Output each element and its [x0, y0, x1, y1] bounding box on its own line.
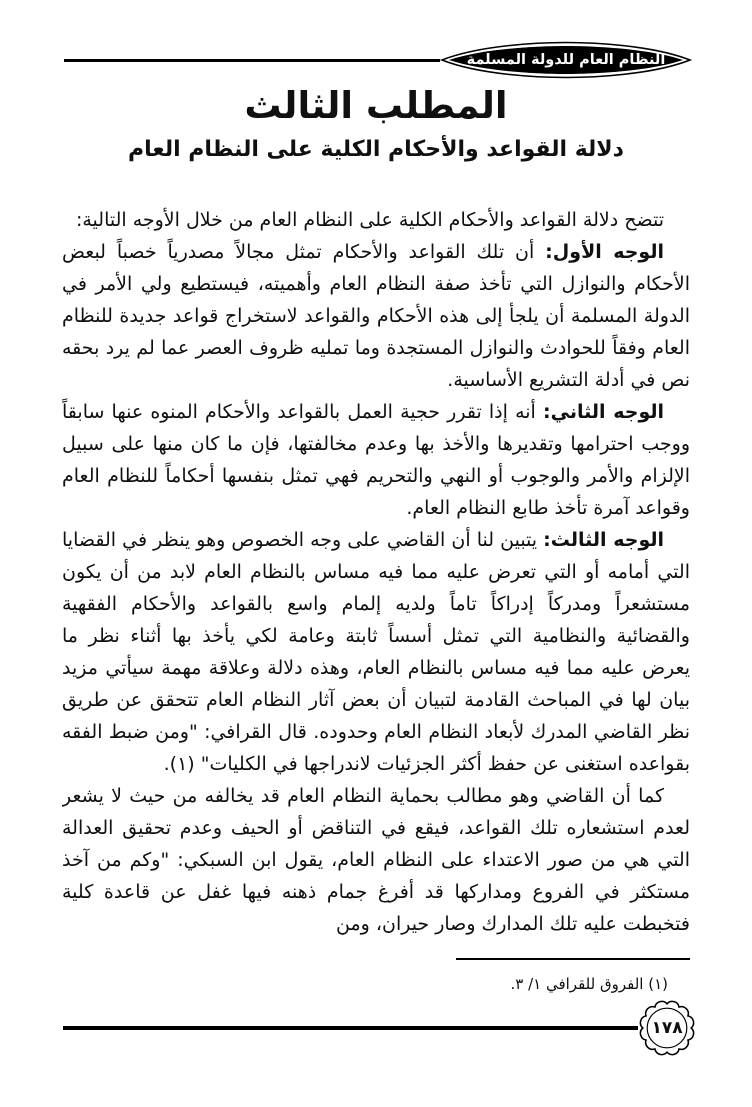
footnote-separator — [456, 958, 690, 960]
page-header — [62, 40, 692, 80]
page-number-badge — [638, 999, 696, 1057]
paragraph: تتضح دلالة القواعد والأحكام الكلية على النظام العام من خلال الأوجه التالية: — [75, 209, 664, 231]
banner-title: النظام العام للدولة المسلمة — [466, 51, 666, 68]
paragraph: الوجه الثاني: أنه إذا تقرر حجية العمل بالقواعد والأحكام المنوه عنها سابقاً ووجب احترامها وتقديرها والأخذ بها وعدم مخالفتها، فإن ما كان منها على سبيل الإلزام والأمر والوجوب أو النهي والتحريم فهي تمثل بنفسها أحكاماً للنظام العام وقواعد آمرة تأخذ طابع النظام العام. — [62, 401, 690, 519]
body-paragraphs — [62, 204, 690, 955]
page-number: ١٧٨ — [651, 1018, 683, 1038]
footnote: (١) الفروق للقرافي ١/ ٣. — [510, 975, 668, 993]
header-rule — [64, 59, 440, 62]
header-banner — [440, 41, 692, 79]
paragraph: الوجه الأول: أن تلك القواعد والأحكام تمثل مجالاً مصدرياً خصباً لبعض الأحكام والنوازل التي تأخذ صفة النظام العام وأهميته، فيستطيع ولي الأمر في الدولة المسلمة أن يلجأ إلى هذه الأحكام والقواعد لاستخراج قواعد جديدة للنظام العام وفقاً للحوادث والنوازل المستجدة وما تمليه ظروف العصر عما لم يرد بحقه نص في أدلة التشريع الأساسية. — [62, 241, 690, 391]
paragraph: الوجه الثالث: يتبين لنا أن القاضي على وجه الخصوص وهو ينظر في القضايا التي أمامه أو التي تعرض عليه مما فيه مساس بالنظام العام لابد من أن يكون مستشعراً ومدركاً إدراكاً تاماً ولديه إلمام واسع بالقواعد والأحكام الفقهية والقضائية والنظامية التي تمثل أسساً ثابتة وعامة لكي يأخذ بها أثناء نظر ما يعرض عليه مما فيه مساس بالنظام العام، وهذه دلالة وعلاقة مهمة سيأتي مزيد بيان لها في المباحث القادمة لتبيان أن بعض آثار النظام العام تتحقق عن طريق نظر القاضي المدرك لأبعاد النظام العام وحدوده. قال القرافي: "ومن ضبط الفقه بقواعده استغنى عن حفظ أكثر الجزئيات لاندراجها في الكليات" (١). — [62, 529, 690, 775]
section-subtitle: دلالة القواعد والأحكام الكلية على النظام العام — [128, 137, 624, 162]
title-block — [0, 84, 752, 162]
footer-rule — [63, 1026, 638, 1030]
paragraph: كما أن القاضي وهو مطالب بحماية النظام العام قد يخالفه من حيث لا يشعر لعدم استشعاره تلك القواعد، فيقع في التناقض أو الحيف وعدم تحقيق العدالة التي هي من صور الاعتداء على النظام العام، يقول ابن السبكي: "وكم من آخذ مستكثر في الفروع ومداركها قد أفرغ جمام ذهنه فيها غفل عن قاعدة كلية فتخبطت عليه تلك المدارك وصار حيران، ومن — [62, 785, 690, 935]
page-footer — [62, 998, 696, 1058]
section-title: المطلب الثالث — [244, 84, 508, 127]
